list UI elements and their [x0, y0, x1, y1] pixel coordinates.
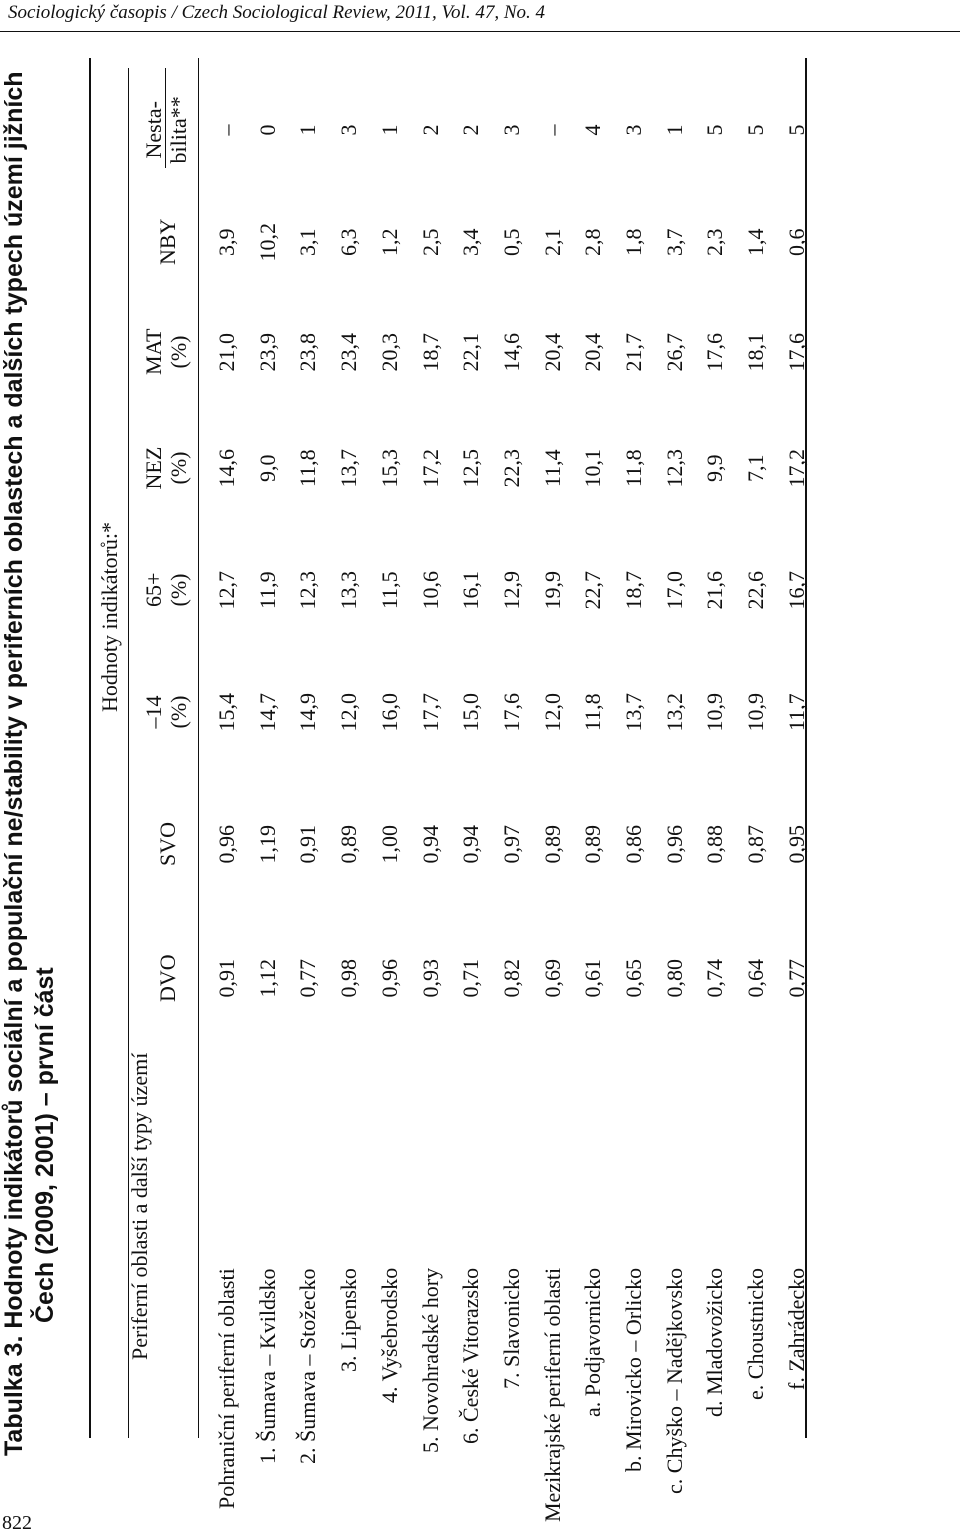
- table-cell-svo: 0,86: [621, 825, 646, 864]
- running-head: Sociologický časopis / Czech Sociological Review, 2011, Vol. 47, No. 4: [8, 2, 546, 23]
- table-cell-nez: 11,8: [621, 449, 646, 487]
- table-cell-65: 11,5: [376, 571, 402, 609]
- table-cell-mat: 21,7: [621, 333, 646, 372]
- table-cell-nby: 10,2: [254, 223, 280, 262]
- table-cell-nez: 14,6: [214, 449, 239, 488]
- table-cell-nestabilita: 5: [743, 124, 769, 136]
- table-cell-14: 15,4: [214, 693, 239, 732]
- table-cell-svo: 0,96: [661, 825, 687, 864]
- table-cell-mat: 26,7: [661, 333, 687, 372]
- table-cell-nby: 0,5: [498, 228, 524, 256]
- row-label: a. Podjavornicko: [580, 1267, 606, 1417]
- nestabilita-header-rule: [165, 68, 166, 168]
- table-cell-14: 15,0: [458, 693, 484, 732]
- table-cell-65: 12,9: [498, 571, 524, 610]
- table-cell-dvo: 0,82: [498, 959, 524, 998]
- table-cell-dvo: 0,61: [580, 959, 606, 998]
- table-cell-mat: 20,4: [580, 333, 606, 372]
- table-cell-dvo: 1,12: [254, 959, 280, 998]
- table-cell-14: 17,7: [417, 693, 443, 732]
- table-cell-14: 11,8: [580, 693, 606, 731]
- table-cell-nestabilita: 1: [295, 124, 321, 136]
- table-cell-nby: 1,4: [743, 228, 769, 256]
- table-cell-65: 17,0: [661, 571, 687, 610]
- page-number: 822: [2, 1512, 32, 1534]
- table-cell-nestabilita: 1: [661, 124, 687, 136]
- table-cell-nestabilita: 2: [458, 124, 484, 136]
- table-cell-dvo: 0,71: [458, 959, 484, 998]
- table-cell-nez: 17,2: [417, 449, 443, 488]
- table-cell-mat: 22,1: [458, 333, 484, 372]
- table-cell-svo: 0,94: [417, 825, 443, 864]
- table-cell-dvo: 0,93: [417, 959, 443, 998]
- table-cell-nez: 12,5: [458, 449, 484, 488]
- table-cell-14: 13,2: [661, 693, 687, 732]
- row-label: 7. Slavonicko: [498, 1268, 524, 1389]
- table-cell-nby: 2,3: [702, 228, 728, 256]
- col-65-header-top: 65+: [141, 572, 166, 607]
- table-bottom-rule: [805, 58, 807, 1438]
- table-cell-nez: 17,2: [783, 449, 809, 488]
- table-caption-line-2: Čech (2009, 2001) – první část: [31, 967, 59, 1323]
- table-cell-65: 11,9: [254, 571, 280, 609]
- table-cell-nestabilita: –: [539, 124, 565, 136]
- col-nez-header: (%): [166, 451, 191, 485]
- table-cell-nby: 3,9: [214, 228, 239, 256]
- group-header: Hodnoty indikátorů:*: [97, 521, 122, 712]
- table-cell-nby: 2,1: [539, 228, 565, 256]
- table-cell-nestabilita: 3: [498, 124, 524, 136]
- table-cell-mat: 23,4: [336, 333, 362, 372]
- table-cell-svo: 0,96: [214, 825, 239, 864]
- table-cell-dvo: 0,69: [539, 959, 565, 998]
- col-14-header: (%): [166, 695, 191, 729]
- table-cell-65: 12,7: [214, 571, 239, 610]
- row-label: e. Choustnicko: [743, 1268, 769, 1400]
- col-14-header-top: –14: [141, 695, 166, 729]
- table-cell-dvo: 0,80: [661, 959, 687, 998]
- col-nestabilita-header-top: Nesta-: [141, 101, 166, 159]
- table-cell-14: 10,9: [743, 693, 769, 732]
- table-cell-dvo: 0,96: [376, 959, 402, 998]
- table-cell-nez: 7,1: [743, 454, 769, 482]
- table-cell-65: 22,6: [743, 571, 769, 610]
- table-cell-65: 21,6: [702, 571, 728, 610]
- table-cell-65: 18,7: [621, 571, 646, 610]
- table-cell-nby: 1,8: [621, 228, 646, 256]
- table-cell-14: 10,9: [702, 693, 728, 732]
- table-cell-nestabilita: –: [214, 124, 239, 136]
- row-label: f. Zahrádecko: [783, 1267, 809, 1390]
- table-cell-svo: 0,89: [580, 825, 606, 864]
- table-cell-65: 16,1: [458, 571, 484, 610]
- table-cell-mat: 18,7: [417, 333, 443, 372]
- table-cell-svo: 0,95: [783, 825, 809, 864]
- table-cell-nby: 3,1: [295, 228, 321, 256]
- table-cell-14: 16,0: [376, 693, 402, 732]
- row-label: d. Mladovožicko: [702, 1267, 728, 1417]
- table-cell-svo: 0,91: [295, 825, 321, 864]
- row-label: 2. Šumava – Stožecko: [295, 1268, 321, 1464]
- table-cell-14: 14,9: [295, 693, 321, 732]
- table-cell-nestabilita: 4: [580, 124, 606, 136]
- col-nez-header-top: NEZ: [141, 446, 166, 490]
- table-cell-nby: 2,5: [417, 228, 443, 256]
- table-cell-mat: 23,9: [254, 333, 280, 372]
- col-dvo-header: DVO: [155, 954, 180, 1002]
- table-cell-nez: 9,9: [702, 454, 728, 482]
- table-cell-nez: 12,3: [661, 449, 687, 488]
- col-svo-header: SVO: [155, 821, 180, 866]
- table-cell-nestabilita: 1: [376, 124, 402, 136]
- col-mat-header-top: MAT: [141, 328, 166, 375]
- table-cell-nez: 11,8: [295, 449, 321, 487]
- table-cell-nestabilita: 5: [783, 124, 809, 136]
- table-cell-65: 13,3: [336, 571, 362, 610]
- col-nestabilita-header: bilita**: [166, 96, 191, 164]
- col-mat-header: (%): [166, 335, 191, 369]
- table-cell-nby: 2,8: [580, 228, 606, 256]
- table-cell-mat: 21,0: [214, 333, 239, 372]
- table-cell-nez: 13,7: [336, 449, 362, 488]
- table-cell-14: 17,6: [498, 693, 524, 732]
- table-cell-nez: 9,0: [254, 454, 280, 482]
- table-cell-nby: 0,6: [783, 228, 809, 256]
- row-label: 5. Novohradské hory: [417, 1267, 443, 1453]
- col-65-header: (%): [166, 573, 191, 607]
- table-cell-14: 12,0: [336, 693, 362, 732]
- row-label: Mezikrajské periferní oblasti: [539, 1267, 565, 1522]
- table-cell-mat: 17,6: [783, 333, 809, 372]
- table-cell-svo: 0,89: [539, 825, 565, 864]
- row-label: 6. České Vitorazsko: [458, 1267, 484, 1444]
- table-cell-nestabilita: 2: [417, 124, 443, 136]
- table-cell-mat: 18,1: [743, 333, 769, 372]
- table-cell-65: 19,9: [539, 571, 565, 610]
- table-cell-dvo: 0,65: [621, 959, 646, 998]
- table-cell-14: 13,7: [621, 693, 646, 732]
- row-label: c. Chyško – Nadějkovsko: [661, 1267, 687, 1494]
- table-cell-nestabilita: 3: [621, 124, 646, 136]
- table-cell-14: 12,0: [539, 693, 565, 732]
- table-cell-svo: 0,89: [336, 825, 362, 864]
- table-cell-nby: 1,2: [376, 228, 402, 256]
- table-cell-svo: 0,88: [702, 825, 728, 864]
- table-cell-mat: 20,3: [376, 333, 402, 372]
- table-cell-nez: 11,4: [539, 449, 565, 487]
- table-cell-14: 14,7: [254, 693, 280, 732]
- table-cell-nez: 15,3: [376, 449, 402, 488]
- table-cell-nby: 3,7: [661, 228, 687, 256]
- table-caption-line-1: Tabulka 3. Hodnoty indikátorů sociální a populační ne/stability v periferních oblastech a dalších typech území jižních: [0, 71, 28, 1456]
- table-cell-nez: 22,3: [498, 449, 524, 488]
- table-cell-dvo: 0,64: [743, 959, 769, 998]
- table-cell-mat: 17,6: [702, 333, 728, 372]
- table-cell-svo: 1,19: [254, 825, 280, 864]
- table-cell-svo: 0,87: [743, 825, 769, 864]
- table-cell-mat: 20,4: [539, 333, 565, 372]
- row-label: Pohraniční periferní oblasti: [214, 1268, 239, 1509]
- header-bottom-rule: [198, 58, 199, 1438]
- row-label: 3. Lipensko: [336, 1268, 362, 1372]
- table-cell-nez: 10,1: [580, 449, 606, 488]
- table-cell-dvo: 0,77: [295, 959, 321, 998]
- table-cell-65: 16,7: [783, 571, 809, 610]
- table-cell-dvo: 0,91: [214, 959, 239, 998]
- table-cell-nestabilita: 3: [336, 124, 362, 136]
- table-cell-14: 11,7: [783, 693, 809, 731]
- table-cell-svo: 0,97: [498, 825, 524, 864]
- stub-header: Periferní oblasti a další typy území: [127, 1052, 152, 1360]
- table-cell-nestabilita: 5: [702, 124, 728, 136]
- row-label: b. Mirovicko – Orlicko: [621, 1267, 646, 1472]
- table-cell-svo: 0,94: [458, 825, 484, 864]
- table-cell-65: 12,3: [295, 571, 321, 610]
- row-label: 4. Vyšebrodsko: [376, 1267, 402, 1403]
- table-top-rule: [89, 58, 91, 1438]
- table-cell-nby: 3,4: [458, 228, 484, 256]
- table-cell-nestabilita: 0: [254, 124, 280, 136]
- table-cell-nby: 6,3: [336, 228, 362, 256]
- row-label: 1. Šumava – Kvildsko: [254, 1268, 280, 1464]
- table-cell-svo: 1,00: [376, 825, 402, 864]
- table-cell-dvo: 0,77: [783, 959, 809, 998]
- table-cell-65: 10,6: [417, 571, 443, 610]
- table-cell-65: 22,7: [580, 571, 606, 610]
- table-cell-mat: 14,6: [498, 333, 524, 372]
- table-cell-dvo: 0,74: [702, 959, 728, 998]
- table-cell-dvo: 0,98: [336, 959, 362, 998]
- col-nby-header: NBY: [155, 218, 180, 265]
- table-cell-mat: 23,8: [295, 333, 321, 372]
